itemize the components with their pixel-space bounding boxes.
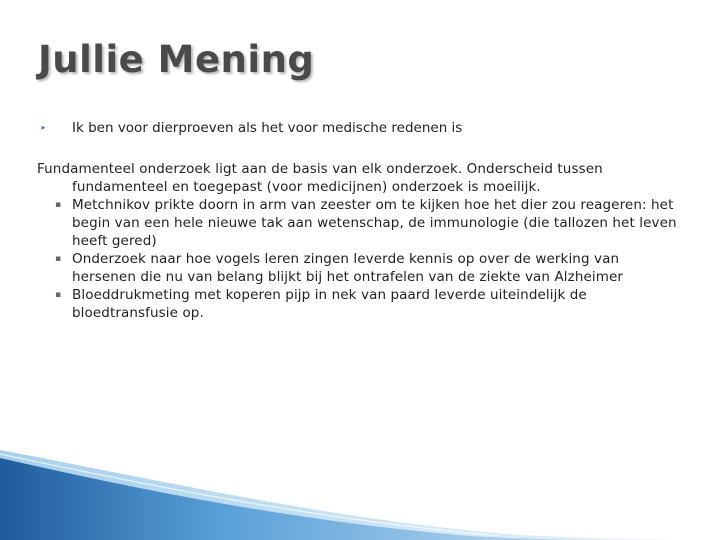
dot-bullet-icon: ▪ bbox=[55, 254, 62, 264]
sub-bullet-text: Metchnikov prikte doorn in arm van zeester om te kijken hoe het dier zou reageren: het begin van een hele nieuwe tak aan wetenschap, de immunologie (die tallozen het leven heeft gered) bbox=[72, 197, 677, 249]
slide-title: Jullie Mening bbox=[38, 38, 315, 81]
dot-bullet-icon: ▪ bbox=[55, 290, 62, 300]
sub-bullet bbox=[37, 286, 687, 322]
sub-bullet bbox=[37, 196, 687, 250]
slide-body bbox=[37, 160, 687, 322]
sub-bullet-text: Bloeddrukmeting met koperen pijp in nek van paard leverde uiteindelijk de bloedtransfusie op. bbox=[72, 287, 587, 321]
decorative-wave bbox=[0, 450, 720, 540]
sub-bullet bbox=[37, 250, 687, 286]
main-bullet bbox=[40, 119, 462, 137]
main-bullet-text: Ik ben voor dierproeven als het voor medische redenen is bbox=[72, 120, 463, 136]
dot-bullet-icon: ▪ bbox=[55, 200, 62, 210]
sub-bullet-text: Onderzoek naar hoe vogels leren zingen leverde kennis op over de werking van hersenen die nu van belang blijkt bij het ontrafelen van de ziekte van Alzheimer bbox=[72, 251, 624, 285]
intro-paragraph: Fundamenteel onderzoek ligt aan de basis van elk onderzoek. Onderscheid tussen fundamenteel en toegepast (voor medicijnen) onderzoek is moeilijk. bbox=[37, 161, 603, 195]
arrow-bullet-icon: ➤ bbox=[40, 124, 46, 132]
